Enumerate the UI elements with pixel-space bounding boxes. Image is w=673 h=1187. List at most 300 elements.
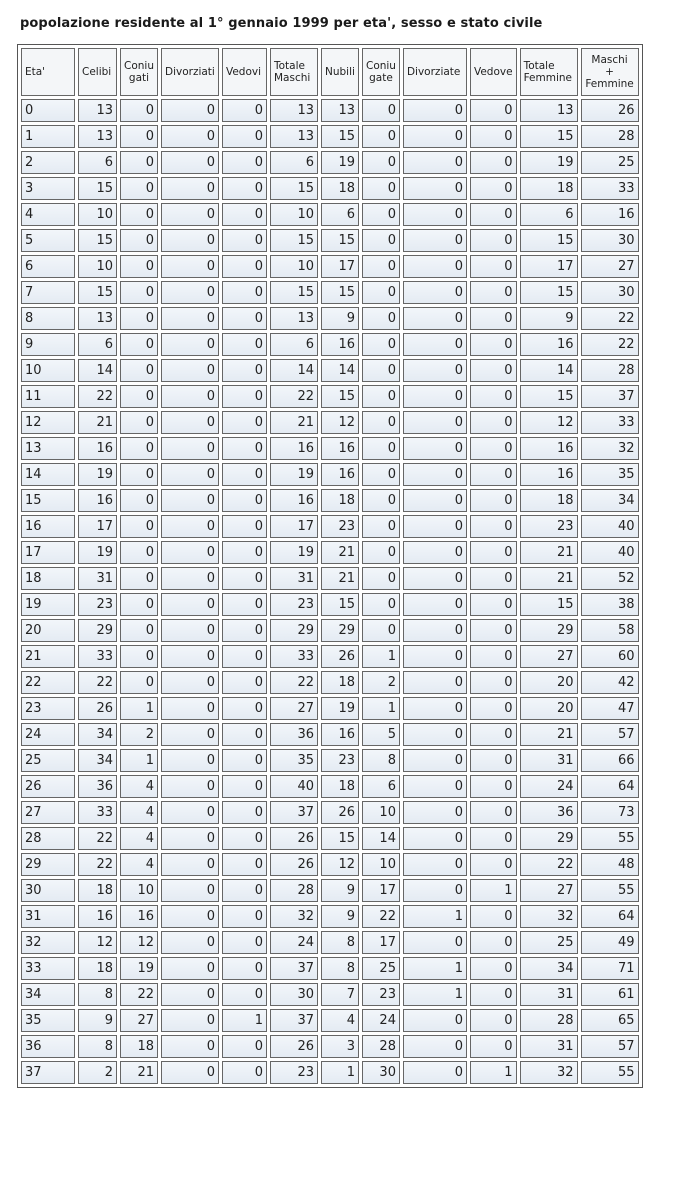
cell-maschi-femmine: 48 [581, 853, 639, 876]
cell-vedovi: 0 [222, 203, 267, 226]
cell-maschi-femmine: 25 [581, 151, 639, 174]
cell-coniugati: 22 [120, 983, 158, 1006]
cell-divorziate: 0 [403, 99, 467, 122]
cell-celibi: 22 [78, 671, 117, 694]
cell-age: 30 [21, 879, 75, 902]
cell-vedove: 0 [470, 1009, 517, 1032]
cell-coniugati: 0 [120, 255, 158, 278]
cell-celibi: 22 [78, 853, 117, 876]
column-header-age [21, 48, 75, 96]
cell-vedove: 0 [470, 749, 517, 772]
cell-nubili: 26 [321, 645, 359, 668]
cell-divorziati: 0 [161, 1009, 219, 1032]
cell-vedove: 0 [470, 905, 517, 928]
cell-vedove: 0 [470, 983, 517, 1006]
cell-coniugate: 0 [362, 177, 400, 200]
cell-coniugate: 6 [362, 775, 400, 798]
table-row [21, 203, 639, 226]
table-row [21, 619, 639, 642]
cell-divorziati: 0 [161, 853, 219, 876]
cell-divorziati: 0 [161, 983, 219, 1006]
cell-nubili: 8 [321, 957, 359, 980]
cell-age: 37 [21, 1061, 75, 1084]
cell-coniugate: 2 [362, 671, 400, 694]
cell-totale-maschi: 23 [270, 593, 318, 616]
cell-nubili: 26 [321, 801, 359, 824]
cell-vedove: 0 [470, 229, 517, 252]
cell-divorziati: 0 [161, 333, 219, 356]
cell-divorziate: 0 [403, 567, 467, 590]
cell-age: 29 [21, 853, 75, 876]
cell-maschi-femmine: 40 [581, 515, 639, 538]
cell-divorziati: 0 [161, 723, 219, 746]
cell-vedovi: 0 [222, 671, 267, 694]
cell-divorziate: 0 [403, 307, 467, 330]
cell-maschi-femmine: 30 [581, 229, 639, 252]
cell-celibi: 18 [78, 957, 117, 980]
cell-age: 35 [21, 1009, 75, 1032]
cell-maschi-femmine: 60 [581, 645, 639, 668]
cell-vedovi: 0 [222, 619, 267, 642]
cell-nubili: 15 [321, 281, 359, 304]
cell-age: 10 [21, 359, 75, 382]
cell-nubili: 12 [321, 853, 359, 876]
cell-coniugati: 19 [120, 957, 158, 980]
cell-celibi: 15 [78, 281, 117, 304]
cell-totale-femmine: 15 [520, 125, 578, 148]
cell-maschi-femmine: 55 [581, 1061, 639, 1084]
cell-coniugate: 0 [362, 541, 400, 564]
cell-nubili: 15 [321, 593, 359, 616]
cell-age: 24 [21, 723, 75, 746]
cell-coniugati: 0 [120, 541, 158, 564]
cell-totale-maschi: 10 [270, 255, 318, 278]
column-header-nubili [321, 48, 359, 96]
column-header-text: Divorziati [164, 66, 215, 78]
cell-totale-maschi: 19 [270, 463, 318, 486]
cell-totale-femmine: 19 [520, 151, 578, 174]
cell-totale-femmine: 15 [520, 385, 578, 408]
cell-maschi-femmine: 47 [581, 697, 639, 720]
cell-celibi: 26 [78, 697, 117, 720]
cell-divorziate: 1 [403, 957, 467, 980]
column-header-text: Femmine [523, 72, 572, 84]
cell-vedovi: 1 [222, 1009, 267, 1032]
cell-divorziati: 0 [161, 177, 219, 200]
cell-totale-maschi: 27 [270, 697, 318, 720]
page-title: popolazione residente al 1° gennaio 1999 per eta', sesso e stato civile [20, 16, 543, 31]
cell-maschi-femmine: 22 [581, 307, 639, 330]
cell-divorziate: 0 [403, 411, 467, 434]
cell-coniugate: 0 [362, 463, 400, 486]
table-row [21, 983, 639, 1006]
cell-celibi: 33 [78, 801, 117, 824]
cell-age: 21 [21, 645, 75, 668]
cell-coniugati: 0 [120, 229, 158, 252]
cell-vedovi: 0 [222, 385, 267, 408]
cell-totale-femmine: 15 [520, 593, 578, 616]
cell-coniugate: 23 [362, 983, 400, 1006]
cell-maschi-femmine: 35 [581, 463, 639, 486]
cell-nubili: 15 [321, 229, 359, 252]
table-row [21, 801, 639, 824]
column-header-vedovi [222, 48, 267, 96]
cell-maschi-femmine: 42 [581, 671, 639, 694]
cell-coniugate: 5 [362, 723, 400, 746]
cell-nubili: 29 [321, 619, 359, 642]
column-header-divorziati [161, 48, 219, 96]
cell-vedovi: 0 [222, 307, 267, 330]
cell-coniugati: 4 [120, 827, 158, 850]
cell-totale-femmine: 25 [520, 931, 578, 954]
cell-nubili: 3 [321, 1035, 359, 1058]
cell-divorziate: 0 [403, 281, 467, 304]
cell-coniugate: 8 [362, 749, 400, 772]
table-row [21, 749, 639, 772]
cell-vedovi: 0 [222, 905, 267, 928]
table-row [21, 697, 639, 720]
cell-vedovi: 0 [222, 489, 267, 512]
cell-divorziate: 0 [403, 177, 467, 200]
cell-divorziate: 0 [403, 437, 467, 460]
cell-age: 31 [21, 905, 75, 928]
cell-coniugati: 27 [120, 1009, 158, 1032]
cell-totale-maschi: 19 [270, 541, 318, 564]
cell-celibi: 9 [78, 1009, 117, 1032]
cell-vedovi: 0 [222, 463, 267, 486]
cell-totale-femmine: 31 [520, 1035, 578, 1058]
cell-divorziate: 0 [403, 125, 467, 148]
cell-maschi-femmine: 64 [581, 775, 639, 798]
cell-nubili: 15 [321, 827, 359, 850]
table-row [21, 489, 639, 512]
column-header-text: Coniu [365, 60, 396, 72]
column-header-text: Eta' [25, 66, 46, 78]
column-header-text: gate [369, 72, 393, 84]
cell-coniugate: 17 [362, 879, 400, 902]
cell-coniugati: 18 [120, 1035, 158, 1058]
cell-nubili: 9 [321, 879, 359, 902]
cell-celibi: 14 [78, 359, 117, 382]
cell-age: 11 [21, 385, 75, 408]
cell-nubili: 15 [321, 385, 359, 408]
column-header-text: Maschi [273, 72, 311, 84]
cell-totale-femmine: 15 [520, 229, 578, 252]
cell-totale-maschi: 13 [270, 99, 318, 122]
cell-totale-femmine: 32 [520, 1061, 578, 1084]
cell-nubili: 21 [321, 541, 359, 564]
cell-totale-maschi: 15 [270, 177, 318, 200]
column-header-text: Femmine [585, 78, 634, 90]
cell-nubili: 9 [321, 905, 359, 928]
cell-coniugati: 0 [120, 515, 158, 538]
cell-nubili: 16 [321, 437, 359, 460]
cell-age: 5 [21, 229, 75, 252]
cell-vedove: 1 [470, 879, 517, 902]
table-row [21, 567, 639, 590]
cell-coniugati: 0 [120, 619, 158, 642]
cell-totale-maschi: 28 [270, 879, 318, 902]
cell-maschi-femmine: 66 [581, 749, 639, 772]
cell-maschi-femmine: 33 [581, 411, 639, 434]
table-row [21, 255, 639, 278]
cell-coniugate: 10 [362, 853, 400, 876]
cell-totale-maschi: 26 [270, 1035, 318, 1058]
cell-celibi: 13 [78, 125, 117, 148]
cell-totale-maschi: 16 [270, 489, 318, 512]
column-header-text: Totale [523, 60, 555, 72]
cell-totale-maschi: 30 [270, 983, 318, 1006]
cell-totale-maschi: 31 [270, 567, 318, 590]
cell-divorziati: 0 [161, 619, 219, 642]
cell-totale-maschi: 16 [270, 437, 318, 460]
cell-coniugate: 1 [362, 697, 400, 720]
cell-divorziati: 0 [161, 697, 219, 720]
cell-coniugati: 0 [120, 203, 158, 226]
cell-vedovi: 0 [222, 879, 267, 902]
cell-vedove: 0 [470, 333, 517, 356]
cell-vedovi: 0 [222, 151, 267, 174]
cell-maschi-femmine: 73 [581, 801, 639, 824]
cell-coniugate: 0 [362, 489, 400, 512]
cell-nubili: 16 [321, 463, 359, 486]
cell-divorziate: 0 [403, 255, 467, 278]
table-row [21, 671, 639, 694]
cell-divorziate: 0 [403, 671, 467, 694]
cell-vedove: 0 [470, 177, 517, 200]
cell-totale-maschi: 37 [270, 1009, 318, 1032]
table-row [21, 905, 639, 928]
cell-totale-maschi: 37 [270, 957, 318, 980]
cell-divorziate: 0 [403, 1035, 467, 1058]
cell-vedovi: 0 [222, 333, 267, 356]
cell-totale-femmine: 27 [520, 879, 578, 902]
cell-divorziati: 0 [161, 1035, 219, 1058]
cell-totale-femmine: 32 [520, 905, 578, 928]
cell-divorziate: 0 [403, 775, 467, 798]
cell-totale-femmine: 20 [520, 697, 578, 720]
cell-divorziati: 0 [161, 931, 219, 954]
cell-divorziate: 0 [403, 749, 467, 772]
cell-maschi-femmine: 52 [581, 567, 639, 590]
table-row [21, 125, 639, 148]
cell-maschi-femmine: 55 [581, 879, 639, 902]
cell-celibi: 18 [78, 879, 117, 902]
cell-maschi-femmine: 71 [581, 957, 639, 980]
cell-divorziate: 0 [403, 1061, 467, 1084]
cell-age: 2 [21, 151, 75, 174]
cell-celibi: 34 [78, 749, 117, 772]
cell-divorziati: 0 [161, 567, 219, 590]
cell-age: 34 [21, 983, 75, 1006]
cell-nubili: 19 [321, 151, 359, 174]
cell-maschi-femmine: 57 [581, 1035, 639, 1058]
column-header-totale-femmine [520, 48, 578, 96]
cell-coniugati: 0 [120, 281, 158, 304]
cell-vedove: 0 [470, 697, 517, 720]
cell-celibi: 6 [78, 151, 117, 174]
cell-nubili: 18 [321, 775, 359, 798]
cell-vedove: 0 [470, 307, 517, 330]
table-row [21, 879, 639, 902]
cell-coniugati: 4 [120, 853, 158, 876]
cell-coniugate: 28 [362, 1035, 400, 1058]
table-row [21, 775, 639, 798]
cell-totale-femmine: 18 [520, 177, 578, 200]
cell-maschi-femmine: 28 [581, 125, 639, 148]
cell-coniugate: 10 [362, 801, 400, 824]
cell-vedovi: 0 [222, 749, 267, 772]
cell-coniugati: 10 [120, 879, 158, 902]
cell-nubili: 18 [321, 671, 359, 694]
table-row [21, 1009, 639, 1032]
cell-totale-maschi: 13 [270, 125, 318, 148]
cell-divorziati: 0 [161, 359, 219, 382]
cell-maschi-femmine: 22 [581, 333, 639, 356]
cell-vedovi: 0 [222, 645, 267, 668]
cell-coniugati: 0 [120, 411, 158, 434]
cell-divorziate: 0 [403, 879, 467, 902]
cell-vedove: 0 [470, 411, 517, 434]
cell-vedovi: 0 [222, 1061, 267, 1084]
cell-coniugati: 21 [120, 1061, 158, 1084]
table-row [21, 645, 639, 668]
cell-vedovi: 0 [222, 125, 267, 148]
cell-vedovi: 0 [222, 437, 267, 460]
cell-divorziati: 0 [161, 801, 219, 824]
cell-divorziati: 0 [161, 645, 219, 668]
cell-age: 17 [21, 541, 75, 564]
cell-nubili: 6 [321, 203, 359, 226]
cell-totale-femmine: 28 [520, 1009, 578, 1032]
cell-divorziati: 0 [161, 281, 219, 304]
cell-celibi: 12 [78, 931, 117, 954]
cell-vedovi: 0 [222, 177, 267, 200]
cell-coniugati: 0 [120, 645, 158, 668]
cell-divorziati: 0 [161, 515, 219, 538]
cell-maschi-femmine: 37 [581, 385, 639, 408]
cell-age: 0 [21, 99, 75, 122]
cell-age: 26 [21, 775, 75, 798]
cell-coniugati: 1 [120, 749, 158, 772]
cell-celibi: 34 [78, 723, 117, 746]
cell-coniugate: 0 [362, 307, 400, 330]
cell-coniugate: 0 [362, 333, 400, 356]
cell-maschi-femmine: 27 [581, 255, 639, 278]
cell-coniugati: 0 [120, 463, 158, 486]
cell-vedove: 0 [470, 671, 517, 694]
cell-totale-maschi: 37 [270, 801, 318, 824]
cell-vedove: 0 [470, 463, 517, 486]
cell-maschi-femmine: 28 [581, 359, 639, 382]
cell-coniugate: 0 [362, 229, 400, 252]
cell-divorziati: 0 [161, 879, 219, 902]
cell-totale-maschi: 35 [270, 749, 318, 772]
cell-vedovi: 0 [222, 983, 267, 1006]
cell-nubili: 15 [321, 125, 359, 148]
cell-celibi: 19 [78, 541, 117, 564]
table-row [21, 463, 639, 486]
cell-divorziati: 0 [161, 385, 219, 408]
table-row [21, 151, 639, 174]
cell-divorziate: 0 [403, 931, 467, 954]
column-header-text: Celibi [82, 66, 112, 78]
cell-totale-maschi: 22 [270, 385, 318, 408]
cell-celibi: 2 [78, 1061, 117, 1084]
cell-divorziati: 0 [161, 99, 219, 122]
cell-coniugate: 25 [362, 957, 400, 980]
cell-divorziate: 0 [403, 697, 467, 720]
cell-coniugati: 0 [120, 307, 158, 330]
cell-nubili: 23 [321, 749, 359, 772]
column-header-vedove [470, 48, 517, 96]
cell-celibi: 6 [78, 333, 117, 356]
cell-coniugati: 0 [120, 593, 158, 616]
cell-totale-femmine: 21 [520, 567, 578, 590]
cell-celibi: 21 [78, 411, 117, 434]
cell-coniugati: 16 [120, 905, 158, 928]
cell-coniugati: 0 [120, 359, 158, 382]
cell-nubili: 9 [321, 307, 359, 330]
column-header-divorziate [403, 48, 467, 96]
cell-vedove: 0 [470, 125, 517, 148]
cell-totale-femmine: 27 [520, 645, 578, 668]
cell-maschi-femmine: 65 [581, 1009, 639, 1032]
cell-totale-maschi: 15 [270, 281, 318, 304]
cell-vedovi: 0 [222, 931, 267, 954]
cell-divorziate: 0 [403, 229, 467, 252]
cell-vedovi: 0 [222, 723, 267, 746]
cell-age: 18 [21, 567, 75, 590]
cell-totale-maschi: 6 [270, 333, 318, 356]
cell-vedovi: 0 [222, 801, 267, 824]
cell-coniugati: 0 [120, 671, 158, 694]
cell-vedove: 1 [470, 1061, 517, 1084]
cell-vedove: 0 [470, 957, 517, 980]
cell-vedove: 0 [470, 489, 517, 512]
table-row [21, 723, 639, 746]
cell-divorziati: 0 [161, 151, 219, 174]
cell-coniugate: 0 [362, 151, 400, 174]
cell-totale-maschi: 22 [270, 671, 318, 694]
cell-coniugati: 4 [120, 775, 158, 798]
cell-divorziate: 0 [403, 853, 467, 876]
table-row [21, 515, 639, 538]
cell-divorziate: 0 [403, 359, 467, 382]
cell-age: 20 [21, 619, 75, 642]
cell-coniugate: 0 [362, 203, 400, 226]
cell-nubili: 4 [321, 1009, 359, 1032]
cell-divorziate: 0 [403, 645, 467, 668]
cell-nubili: 18 [321, 489, 359, 512]
cell-totale-femmine: 13 [520, 99, 578, 122]
cell-divorziati: 0 [161, 671, 219, 694]
cell-maschi-femmine: 58 [581, 619, 639, 642]
cell-totale-maschi: 17 [270, 515, 318, 538]
cell-totale-femmine: 9 [520, 307, 578, 330]
cell-coniugati: 0 [120, 385, 158, 408]
cell-age: 8 [21, 307, 75, 330]
cell-totale-femmine: 15 [520, 281, 578, 304]
cell-totale-femmine: 21 [520, 723, 578, 746]
cell-divorziate: 0 [403, 541, 467, 564]
cell-totale-femmine: 29 [520, 827, 578, 850]
cell-vedovi: 0 [222, 99, 267, 122]
cell-coniugate: 0 [362, 99, 400, 122]
cell-celibi: 29 [78, 619, 117, 642]
cell-nubili: 16 [321, 723, 359, 746]
column-header-text: Totale [273, 60, 305, 72]
